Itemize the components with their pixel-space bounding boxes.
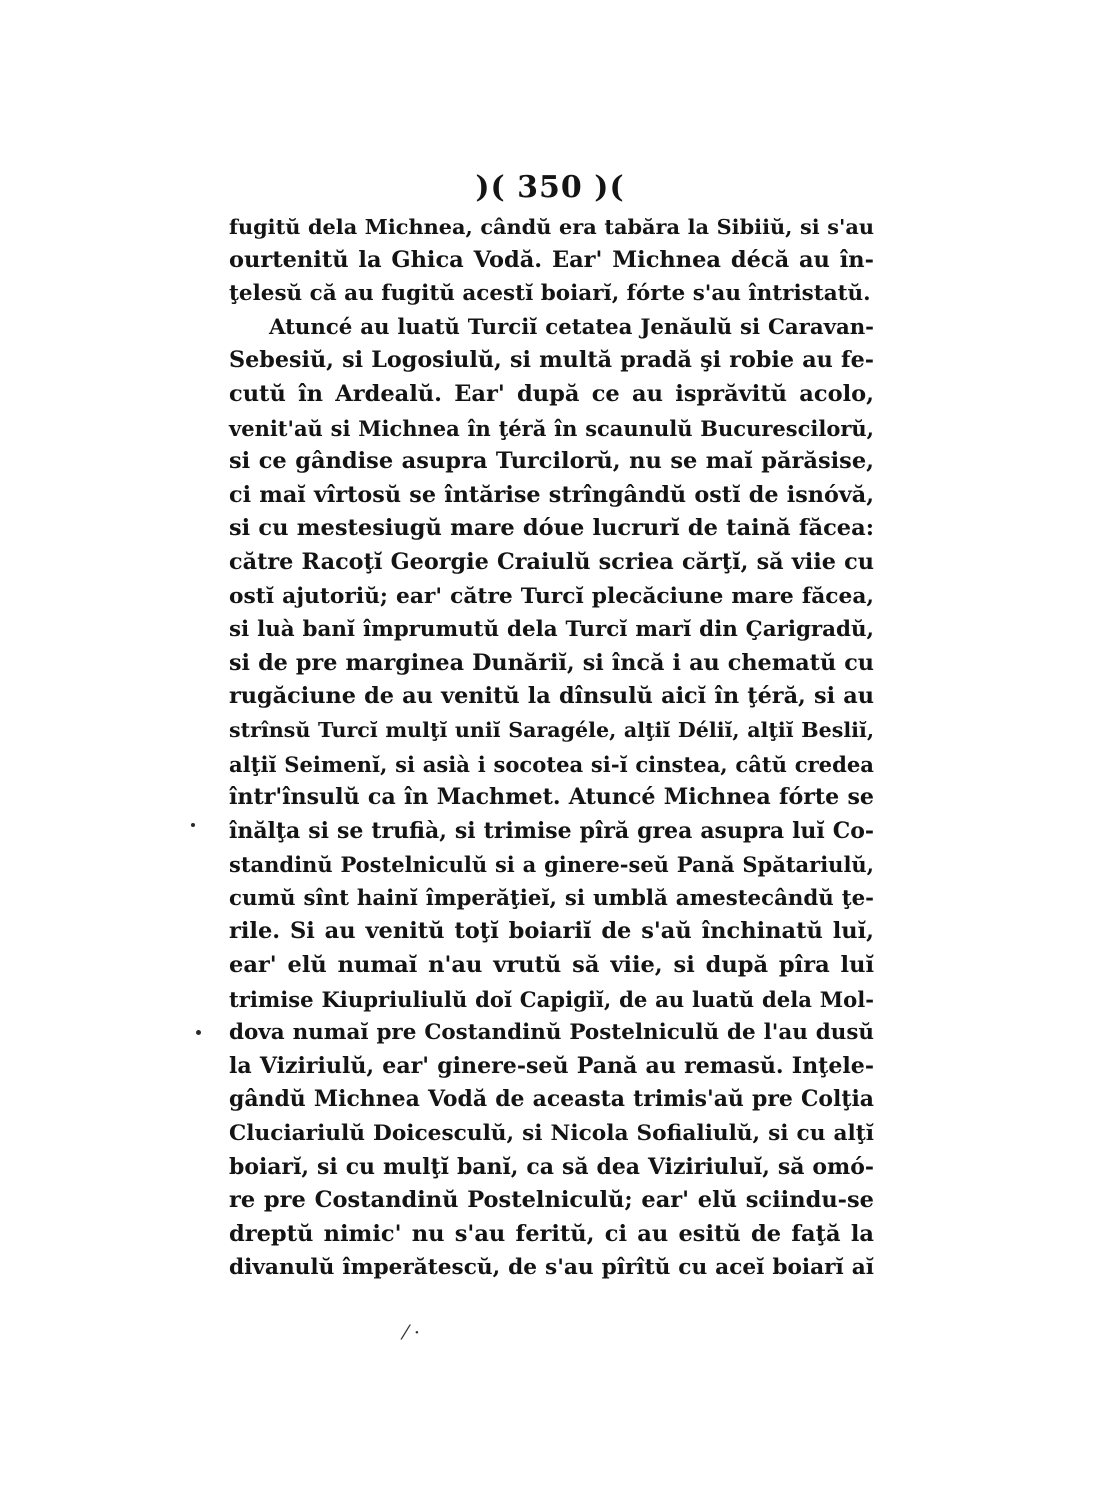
paragraph-first-line: Atuncé au luatŭ Turciĭ cetatea Jenăulŭ si Caravan- (269, 314, 874, 340)
text-line: înălţa si se trufià, si trimise pîră grea asupra luĭ Co- (229, 817, 874, 844)
margin-speck (196, 1030, 201, 1035)
margin-speck (191, 823, 195, 827)
text-line: Cluciariulŭ Doicesculŭ, si Nicola Sofialiulŭ, si cu alţĭ (229, 1121, 874, 1147)
page-number-header: )( 350 )( (475, 170, 625, 205)
text-line: venit'aŭ si Michnea în ţéră în scaunulŭ Bucurescilorŭ, (229, 415, 874, 441)
text-line: ourtenitŭ la Ghica Vodă. Ear' Michnea décă au în- (229, 246, 874, 273)
text-line: divanulŭ împerătescŭ, de s'au pîrîtŭ cu aceĭ boiarĭ aĭ (229, 1255, 874, 1281)
text-line: ci maĭ vîrtosŭ se întărise strîngândŭ ostĭ de isnóvă, (229, 481, 874, 508)
text-line: cumŭ sînt hainĭ împerăţieĭ, si umblă amestecândŭ ţe- (229, 885, 874, 911)
text-line: si de pre marginea Dunăriĭ, si încă i au chematŭ cu (229, 649, 874, 676)
text-line: gândŭ Michnea Vodă de aceasta trimis'aŭ pre Colţia (229, 1086, 874, 1113)
text-line: si cu mestesiugŭ mare dóue lucrurĭ de taină făcea: (229, 515, 874, 542)
text-line: dova numaĭ pre Costandinŭ Postelniculŭ de l'au dusŭ (229, 1020, 874, 1046)
bottom-mark: ⁄ · (404, 1320, 421, 1344)
text-line: Sebesiŭ, si Logosiulŭ, si multă pradă şi robie au fe- (229, 347, 874, 374)
body-text (229, 210, 874, 1285)
text-line: ear' elŭ numaĭ n'au vrutŭ să viie, si după pîra luĭ (229, 952, 874, 979)
text-line: fugitŭ dela Michnea, cândŭ era tabăra la Sibiiŭ, si s'au (229, 214, 874, 239)
text-line: într'însulŭ ca în Machmet. Atuncé Michnea fórte se (229, 784, 874, 811)
text-line: re pre Costandinŭ Postelniculŭ; ear' elŭ sciindu-se (229, 1187, 874, 1214)
text-line: boiarĭ, si cu mulţĭ banĭ, ca să dea Viziriuluĭ, să omó- (229, 1153, 874, 1180)
text-line: la Viziriulŭ, ear' ginere-seŭ Pană au remasŭ. Inţele- (229, 1052, 874, 1079)
text-line: alţiĭ Seimenĭ, si asià i socotea si-ĭ cinstea, câtŭ credea (229, 751, 874, 777)
text-line: către Racoţĭ Georgie Craiulŭ scriea cărţĭ, să viie cu (229, 548, 874, 575)
text-line: si luà banĭ împrumutŭ dela Turcĭ marĭ din Çarigradŭ, (229, 617, 874, 643)
text-line: ţelesŭ că au fugitŭ acestĭ boiarĭ, fórte s'au întristatŭ. (229, 281, 871, 307)
text-line: ostĭ ajutoriŭ; ear' către Turcĭ plecăciune mare făcea, (229, 583, 874, 609)
text-line: strînsŭ Turcĭ mulţĭ uniĭ Saragéle, alţiĭ Déliĭ, alţiĭ Besliĭ, (229, 717, 874, 742)
text-line: rile. Si au venitŭ toţĭ boiariĭ de s'aŭ închinatŭ luĭ, (229, 918, 874, 945)
text-line: dreptŭ nimic' nu s'au feritŭ, ci au esitŭ de faţă la (229, 1220, 874, 1247)
text-line: standinŭ Postelniculŭ si a ginere-seŭ Pană Spătariulŭ, (229, 852, 874, 878)
text-line: si ce gândise asupra Turcilorŭ, nu se maĭ părăsise, (229, 448, 874, 475)
text-line: trimise Kiupriuliulŭ doĭ Capigiĭ, de au luatŭ dela Mol- (229, 986, 874, 1012)
text-line: rugăciune de au venitŭ la dînsulŭ aicĭ în ţéră, si au (229, 683, 874, 710)
text-line: cutŭ în Ardealŭ. Ear' după ce au isprăvitŭ acolo, (229, 380, 874, 407)
